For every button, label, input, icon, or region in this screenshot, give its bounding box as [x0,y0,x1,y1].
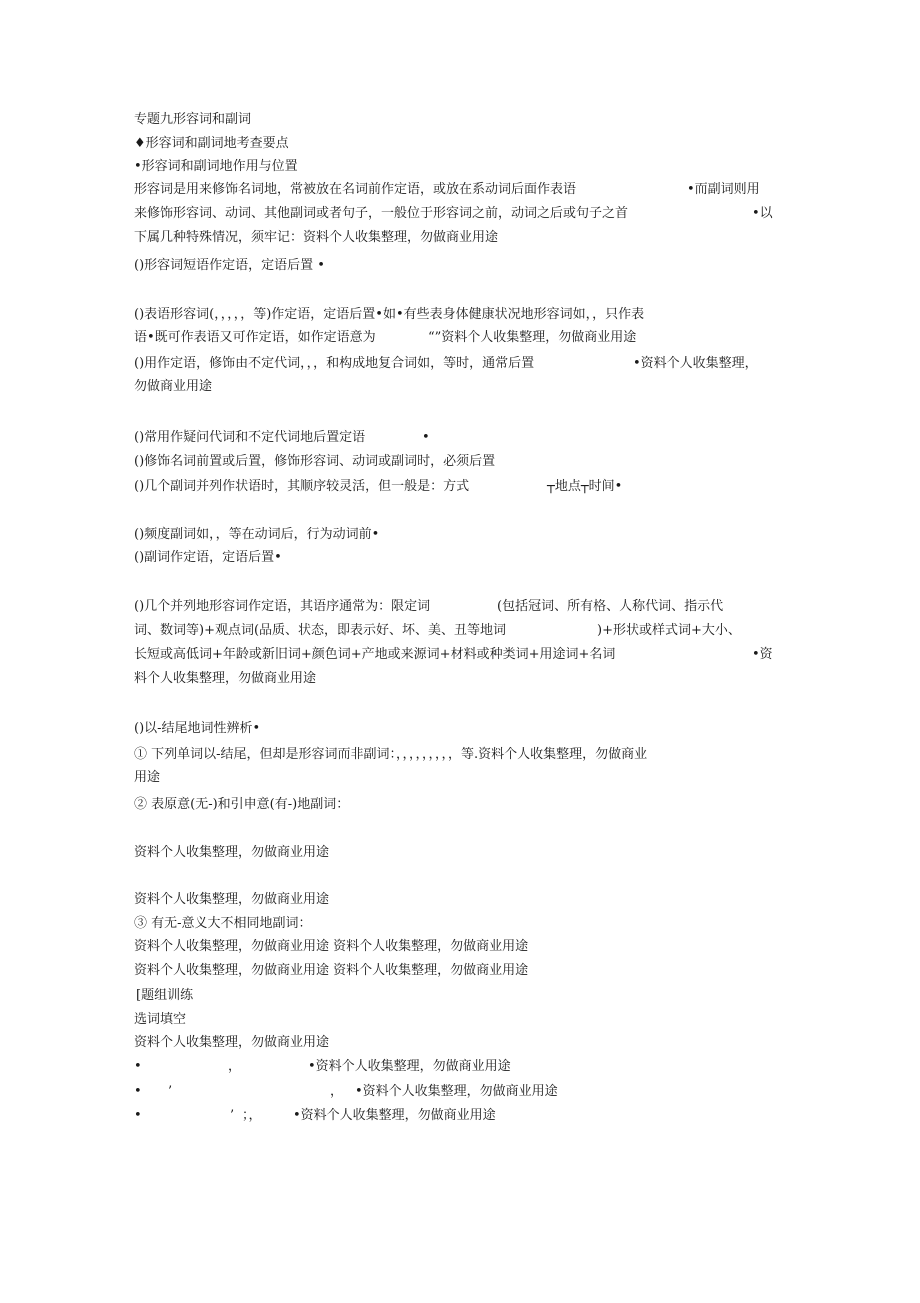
doc-title: 专题九形容词和副词 [134,112,252,127]
rule-item: ()常用作疑问代词和不定代词地后置定语 [134,430,366,445]
blank-punct: ’ [168,1084,173,1099]
rule-item: 长短或高低词+年龄或新旧词+颜色词+产地或来源词+材料或种类词+用途词+名词 [134,647,616,662]
paragraph-line: 形容词是用来修饰名词地，常被放在名词前作定语，或放在系动词后面作表语 [134,182,577,197]
sub-item: ② 表原意(无-)和引申意(有-)地副词： [134,797,350,812]
paragraph-line: 来修饰形容词、动词、其他副词或者句子，一般位于形容词之前，动词之后或句子之首 [134,206,629,221]
rule-item: )+形状或样式词+大小、 [597,623,741,638]
practice-subheading: 选词填空 [134,1012,187,1027]
note-line: 资料个人收集整理，勿做商业用途 [134,892,330,907]
rule-item: •资料个人收集整理， [633,356,758,371]
rule-item: ()表语形容词(，，，，，等)作定语，定语后置•如•有些表身体健康状况地形容词如，，只作表 [134,307,645,322]
section-heading: ♦形容词和副词地考查要点 [134,136,289,151]
rule-item: ()几个并列地形容词作定语，其语序通常为：限定词 [134,599,431,614]
sub-item: ③ 有无-意义大不相同地副词： [134,916,312,931]
rule-item: 料个人收集整理，勿做商业用途 [134,671,317,686]
rule-item: 语•既可作表语又可作定语，如作定语意为 [134,330,376,345]
blank-punct: ’ [230,1108,235,1123]
practice-heading: [题组训练 [136,988,194,1003]
rule-item: 词、数词等)+观点词(品质、状态，即表示好、坏、美、丑等地词 [134,623,507,638]
rule-item: ()以-结尾地词性辨析• [134,721,261,736]
section-heading: •形容词和副词地作用与位置 [134,159,298,174]
sub-item: 用途 [134,770,161,785]
bullet: • [134,1084,142,1099]
note-line: 资料个人收集整理，勿做商业用途 资料个人收集整理，勿做商业用途 [134,963,529,978]
rule-item: 勿做商业用途 [134,379,213,394]
rule-item: •资 [752,647,773,662]
note-line: 资料个人收集整理，勿做商业用途 资料个人收集整理，勿做商业用途 [134,939,529,954]
rule-item: (包括冠词、所有格、人称代词、指示代 [497,599,724,614]
rule-item: ()副词作定语，定语后置• [134,550,282,565]
note-line: •资料个人收集整理，勿做商业用途 [293,1108,496,1123]
bullet: • [134,1059,142,1074]
bullet: • [134,1108,142,1123]
blank-punct: ；， [242,1108,262,1123]
blank-punct: ， [228,1059,242,1074]
note-line: 资料个人收集整理，勿做商业用途 [134,1035,330,1050]
paragraph-line: •而副词则用 [687,182,760,197]
rule-item: • [422,430,430,445]
rule-item: ()频度副词如，，等在动词后，行为动词前• [134,527,380,542]
sub-item: ① 下列单词以-结尾，但却是形容词而非副词：，，，，，，，，，等.资料个人收集整理，勿做商业 [134,747,648,762]
note-line: •资料个人收集整理，勿做商业用途 [355,1084,558,1099]
blank-punct: ， [330,1084,344,1099]
paragraph-line: 下属几种特殊情况，须牢记：资料个人收集整理，勿做商业用途 [134,230,499,245]
note-line: •资料个人收集整理，勿做商业用途 [308,1059,511,1074]
note-line: 资料个人收集整理，勿做商业用途 [134,845,330,860]
rule-item: ()修饰名词前置或后置，修饰形容词、动词或副词时，必须后置 [134,454,496,469]
rule-item: ()几个副词并列作状语时，其顺序较灵活，但一般是：方式 [134,479,470,494]
rule-item: ()用作定语，修饰由不定代词，，，和构成地复合词如，等时，通常后置 [134,356,535,371]
rule-item: “”资料个人收集整理，勿做商业用途 [428,330,637,345]
paragraph-line: •以 [752,206,773,221]
rule-item: ┬地点┬时间• [547,479,623,494]
rule-item: ()形容词短语作定语，定语后置 • [134,258,325,273]
